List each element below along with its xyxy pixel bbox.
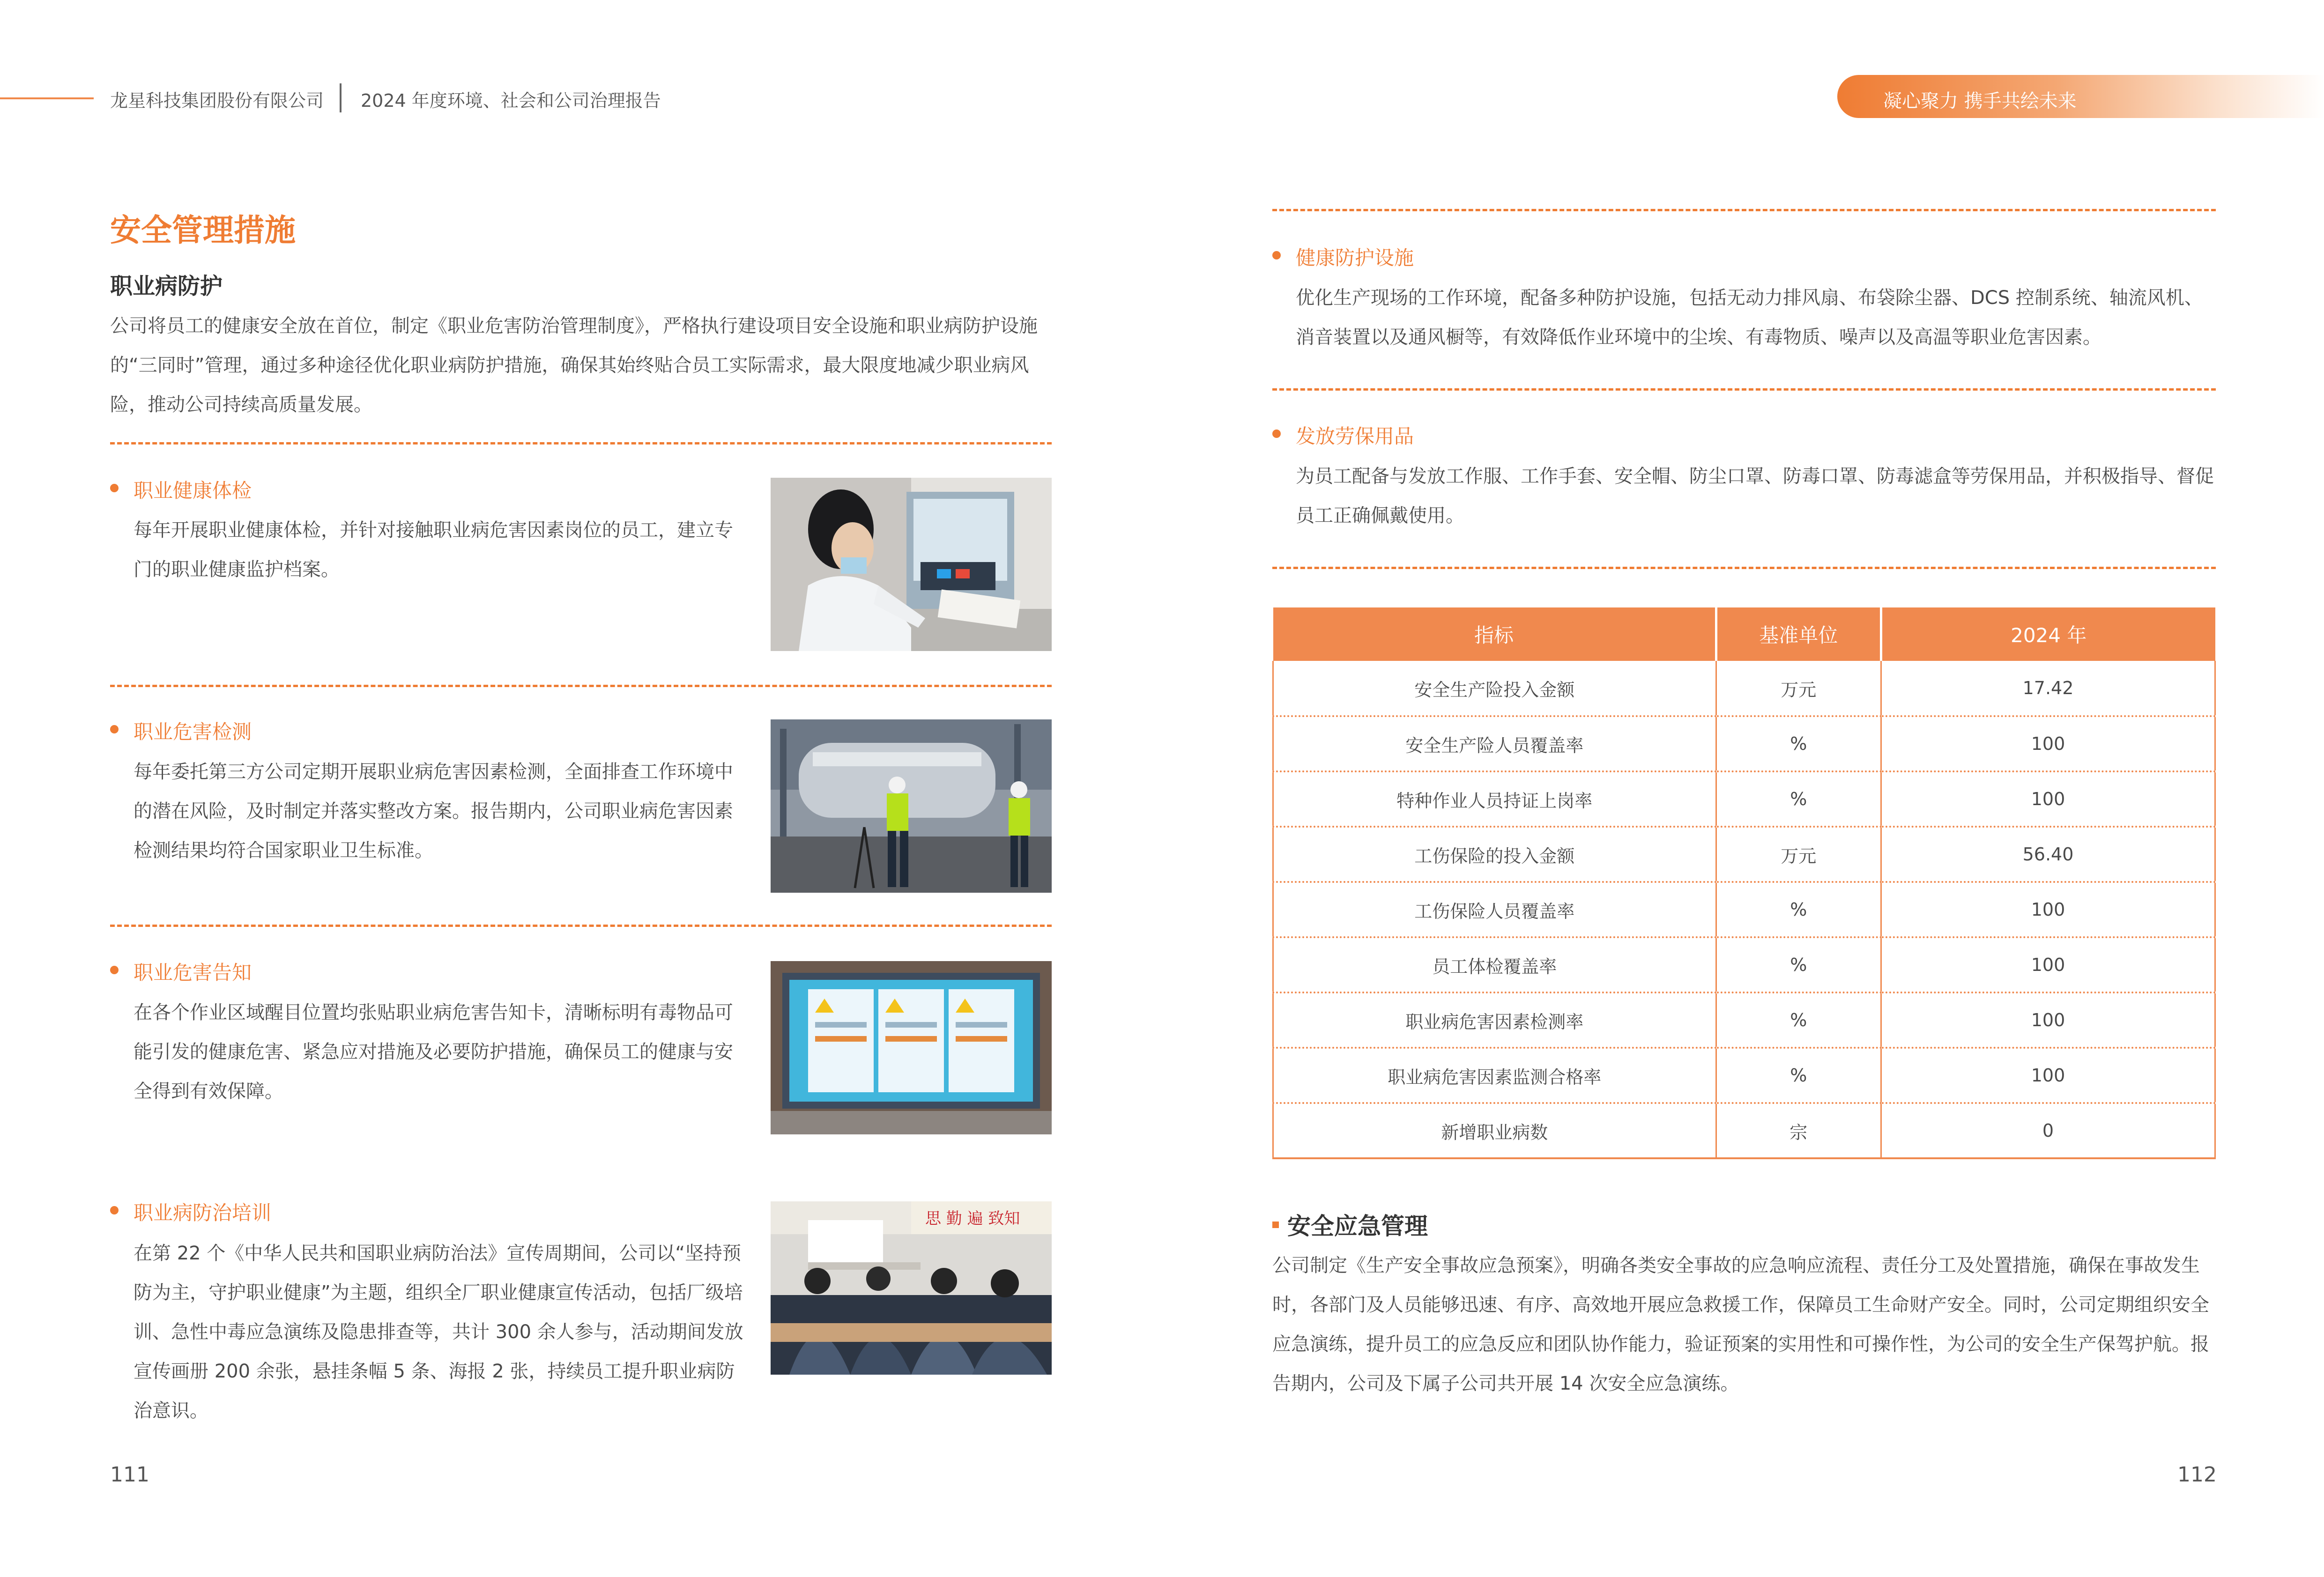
bullet-dot xyxy=(110,966,119,974)
bullet-dot xyxy=(110,484,119,492)
item-text-health-check: 每年开展职业健康体检，并针对接触职业病危害因素岗位的员工，建立专门的职业健康监护档案。 xyxy=(134,519,733,580)
section-marker xyxy=(1272,1222,1279,1228)
table-cell: 宗 xyxy=(1716,1103,1881,1158)
table-row xyxy=(1273,1103,2215,1158)
table-cell: 工伤保险的投入金额 xyxy=(1273,827,1716,882)
table-cell: 100 xyxy=(1881,882,2215,937)
table-row xyxy=(1273,1048,2215,1103)
company-name: 龙星科技集团股份有限公司 xyxy=(110,90,324,111)
item-title-ppe: 发放劳保用品 xyxy=(1296,425,1414,448)
table-cell: 0 xyxy=(1881,1103,2215,1158)
training-photo xyxy=(771,1201,1052,1375)
page-number-right: 112 xyxy=(2177,1463,2217,1487)
bullet-dot xyxy=(1272,251,1281,259)
emergency-title: 安全应急管理 xyxy=(1287,1213,1428,1240)
subsection-title: 职业病防护 xyxy=(110,273,223,299)
hazard-detection-image xyxy=(771,719,1052,893)
bullet-dot xyxy=(1272,429,1281,438)
table-cell: 员工体检覆盖率 xyxy=(1273,937,1716,992)
table-cell: 职业病危害因素监测合格率 xyxy=(1273,1048,1716,1103)
table-header-row xyxy=(1273,607,2215,661)
table-row xyxy=(1273,661,2215,716)
bullet-dot xyxy=(110,725,119,733)
dashed-divider xyxy=(1272,209,2216,211)
table-row xyxy=(1273,827,2215,882)
slogan-banner xyxy=(1837,75,2324,118)
header-accent-line xyxy=(0,97,94,99)
item-text-training: 在第 22 个《中华人民共和国职业病防治法》宣传周期间，公司以“坚持预防为主，守护职业健康”为主题，组织全厂职业健康宣传活动，包括厂级培训、急性中毒应急演练及隐患排查等，共计 300 余人参与，活动期间发放宣传画册 200 余张，悬挂条幅 5 条、海报 2 张，持续员工提升职业病防治意识。 xyxy=(134,1243,743,1422)
table-cell: 100 xyxy=(1881,716,2215,771)
table-cell: 万元 xyxy=(1716,827,1881,882)
training-image xyxy=(771,1201,1052,1375)
table-row xyxy=(1273,992,2215,1048)
dashed-divider xyxy=(1272,567,2216,569)
item-title-hazard-detection: 职业危害检测 xyxy=(134,720,252,743)
page-number-left: 111 xyxy=(110,1463,149,1487)
table-cell: 安全生产险投入金额 xyxy=(1273,661,1716,716)
item-title-hazard-notice: 职业危害告知 xyxy=(134,961,252,984)
hazard-detection-photo xyxy=(771,719,1052,893)
table-cell: % xyxy=(1716,937,1881,992)
item-title-health-check: 职业健康体检 xyxy=(134,479,252,502)
item-text-hazard-detection: 每年委托第三方公司定期开展职业病危害因素检测，全面排查工作环境中的潜在风险，及时制定并落实整改方案。报告期内，公司职业病危害因素检测结果均符合国家职业卫生标准。 xyxy=(134,761,733,861)
table-header-cell: 基准单位 xyxy=(1716,607,1881,661)
table-cell: 职业病危害因素检测率 xyxy=(1273,992,1716,1048)
table-cell: 万元 xyxy=(1716,661,1881,716)
health-check-photo xyxy=(771,478,1052,651)
indicator-table xyxy=(1272,607,2216,1159)
table-cell: 工伤保险人员覆盖率 xyxy=(1273,882,1716,937)
table-cell: 17.42 xyxy=(1881,661,2215,716)
table-cell: % xyxy=(1716,992,1881,1048)
training-banner-text: 思 勤 遍 致知 xyxy=(925,1209,1020,1228)
table-header-cell: 指标 xyxy=(1273,607,1716,661)
slogan-text: 凝心聚力 携手共绘未来 xyxy=(1883,90,2077,112)
header-divider xyxy=(340,83,342,112)
dashed-divider xyxy=(110,685,1052,687)
item-title-protective-facilities: 健康防护设施 xyxy=(1296,246,1414,269)
table-row xyxy=(1273,716,2215,771)
table-cell: 100 xyxy=(1881,992,2215,1048)
intro-paragraph: 公司将员工的健康安全放在首位，制定《职业危害防治管理制度》，严格执行建设项目安全设施和职业病防护设施的“三同时”管理，通过多种途径优化职业病防护措施，确保其始终贴合员工实际需求，最大限度地减少职业病风险，推动公司持续高质量发展。 xyxy=(110,315,1038,415)
table-row xyxy=(1273,771,2215,827)
item-text-hazard-notice: 在各个作业区域醒目位置均张贴职业病危害告知卡，清晰标明有毒物品可能引发的健康危害、紧急应对措施及必要防护措施，确保员工的健康与安全得到有效保障。 xyxy=(134,1002,733,1102)
hazard-notice-image xyxy=(771,961,1052,1134)
table-cell: % xyxy=(1716,771,1881,827)
emergency-paragraph: 公司制定《生产安全事故应急预案》，明确各类安全事故的应急响应流程、责任分工及处置措施，确保在事故发生时，各部门及人员能够迅速、有序、高效地开展应急救援工作，保障员工生命财产安全。同时，公司定期组织安全应急演练，提升员工的应急反应和团队协作能力，验证预案的实用性和可操作性，为公司的安全生产保驾护航。报告期内，公司及下属子公司共开展 14 次安全应急演练。 xyxy=(1272,1255,2209,1394)
report-title: 2024 年度环境、社会和公司治理报告 xyxy=(361,90,661,111)
table-cell: 特种作业人员持证上岗率 xyxy=(1273,771,1716,827)
dashed-divider xyxy=(110,925,1052,927)
table-cell: % xyxy=(1716,882,1881,937)
table-cell: 100 xyxy=(1881,771,2215,827)
item-text-protective-facilities: 优化生产现场的工作环境，配备多种防护设施，包括无动力排风扇、布袋除尘器、DCS 控制系统、轴流风机、消音装置以及通风橱等，有效降低作业环境中的尘埃、有毒物质、噪声以及高温等职业危害因素。 xyxy=(1296,287,2203,348)
table-row xyxy=(1273,882,2215,937)
health-check-image xyxy=(771,478,1052,651)
dashed-divider xyxy=(1272,388,2216,391)
table-cell: 100 xyxy=(1881,1048,2215,1103)
table-cell: 新增职业病数 xyxy=(1273,1103,1716,1158)
table-header-cell: 2024 年 xyxy=(1881,607,2215,661)
table-cell: 100 xyxy=(1881,937,2215,992)
dashed-divider xyxy=(110,442,1052,444)
item-title-training: 职业病防治培训 xyxy=(134,1201,272,1224)
table-cell: % xyxy=(1716,1048,1881,1103)
hazard-notice-photo xyxy=(771,961,1052,1134)
bullet-dot xyxy=(110,1206,119,1214)
table-cell: % xyxy=(1716,716,1881,771)
table-cell: 安全生产险人员覆盖率 xyxy=(1273,716,1716,771)
table-cell: 56.40 xyxy=(1881,827,2215,882)
item-text-ppe: 为员工配备与发放工作服、工作手套、安全帽、防尘口罩、防毒口罩、防毒滤盒等劳保用品，并积极指导、督促员工正确佩戴使用。 xyxy=(1296,466,2214,526)
table-row xyxy=(1273,937,2215,992)
section-title: 安全管理措施 xyxy=(110,212,296,248)
